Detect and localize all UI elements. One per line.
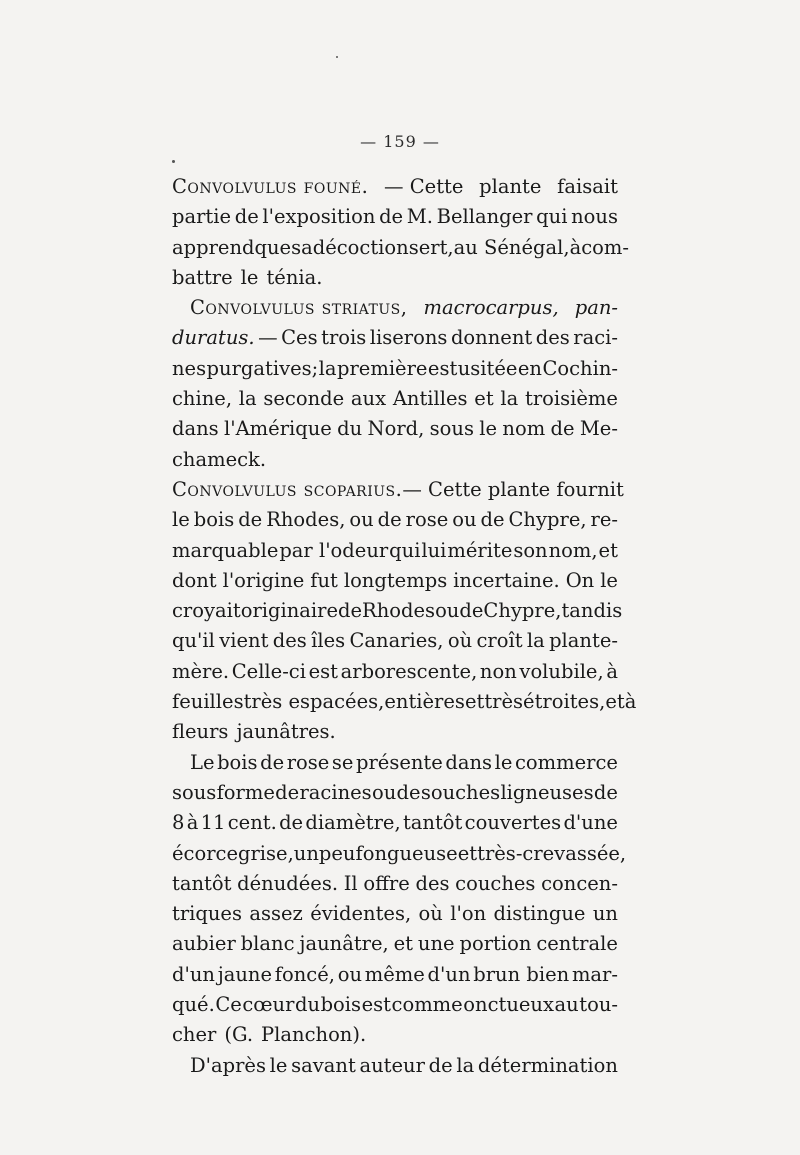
word: liserons: [369, 326, 448, 350]
word: bois: [320, 993, 362, 1017]
word: D'après: [190, 1053, 266, 1077]
word: se: [331, 750, 354, 774]
word: fleurs: [172, 720, 229, 744]
ink-speck: [336, 56, 338, 58]
word: très-crevassée,: [477, 841, 627, 865]
word: Me-: [579, 417, 618, 441]
word: aux: [350, 387, 387, 411]
word: l'Amérique: [224, 417, 332, 441]
word: apprend: [172, 235, 255, 259]
text-line: [172, 566, 618, 596]
word: diamètre,: [305, 811, 401, 835]
body-text: [172, 172, 637, 1081]
text-line: [172, 323, 618, 353]
word: 11: [200, 811, 226, 835]
word: seconde: [263, 387, 345, 411]
word: plante-: [549, 629, 618, 653]
word: ou: [435, 599, 460, 623]
word: onctueux: [463, 993, 554, 1017]
word: du: [337, 417, 363, 441]
word: qui: [389, 538, 421, 562]
word: de: [428, 1053, 453, 1077]
word: est: [427, 356, 458, 380]
word: lui: [421, 538, 447, 562]
word: dans: [172, 417, 219, 441]
word: troisième: [525, 387, 618, 411]
word: —: [258, 326, 278, 350]
word: à: [186, 811, 199, 835]
word: est: [361, 993, 391, 1017]
text-line: [172, 263, 618, 293]
text-line: [172, 808, 618, 838]
word: ou: [452, 508, 477, 532]
word: triques: [172, 902, 242, 926]
word: de: [238, 508, 263, 532]
word: jaunâtres.: [236, 720, 336, 744]
word: Chypre,: [483, 599, 562, 623]
word: en: [517, 356, 542, 380]
word: de: [234, 205, 259, 229]
text-line: [172, 384, 618, 414]
word: blanc: [240, 932, 295, 956]
word: son: [513, 538, 548, 562]
word: duratus.: [172, 326, 255, 350]
word: des: [272, 629, 307, 653]
text-line: [172, 596, 623, 626]
word: croyait: [172, 599, 241, 623]
word: sert,: [408, 235, 454, 259]
word: dénudées.: [237, 871, 339, 895]
word: même: [364, 962, 425, 986]
text-line: [172, 233, 629, 263]
word: de: [275, 780, 300, 804]
word: raci-: [573, 326, 618, 350]
word: Rhodes,: [266, 508, 346, 532]
word: ténia.: [266, 265, 323, 289]
word: le: [494, 750, 513, 774]
word: nom: [502, 417, 546, 441]
word: de: [279, 811, 304, 835]
text-line: [172, 748, 618, 778]
word: le: [269, 1053, 288, 1077]
word: forme: [216, 780, 275, 804]
word: de: [396, 780, 421, 804]
word: mar-: [571, 962, 618, 986]
word: — Cette: [384, 175, 464, 198]
word: racines: [299, 780, 372, 804]
word: de: [550, 417, 575, 441]
word: de: [260, 750, 285, 774]
word: volubile,: [519, 659, 604, 683]
word: ou: [349, 508, 374, 532]
word: dans: [445, 750, 493, 774]
word: offre: [363, 871, 410, 895]
word: longtemps: [343, 568, 448, 592]
word: sous: [429, 417, 474, 441]
word: étroites,: [523, 690, 606, 714]
word: com-: [581, 235, 629, 259]
word: Convolvulus scoparius.: [172, 477, 403, 501]
word: cher: [172, 1023, 217, 1047]
text-line: [172, 839, 627, 869]
word: et: [393, 932, 414, 956]
word: l'on: [450, 902, 487, 926]
word: macrocarpus,: [423, 296, 559, 320]
word: distingue: [493, 902, 586, 926]
word: de: [593, 780, 618, 804]
word: — Cette plante fournit: [402, 477, 624, 501]
word: jaune: [217, 962, 273, 986]
word: Cochin-: [542, 356, 618, 380]
word: Planchon).: [261, 1023, 367, 1047]
word: cœur: [242, 993, 295, 1017]
word: de: [379, 205, 404, 229]
word: d'un: [172, 962, 215, 986]
word: la: [238, 387, 257, 411]
word: sous: [172, 780, 217, 804]
word: bois: [217, 750, 258, 774]
word: rose: [286, 750, 330, 774]
text-line: [172, 657, 618, 687]
word: centrale: [536, 932, 618, 956]
text-line: [172, 1020, 618, 1050]
word: évidentes,: [310, 902, 412, 926]
word: des: [535, 326, 570, 350]
word: couvertes: [464, 811, 562, 835]
text-line: [172, 475, 624, 505]
word: d'une: [563, 811, 618, 835]
word: tantôt: [172, 871, 232, 895]
word: Canaries,: [349, 629, 444, 653]
word: mérite: [447, 538, 513, 562]
word: la: [456, 1053, 475, 1077]
word: non: [479, 659, 517, 683]
word: trois: [321, 326, 367, 350]
word: que: [254, 235, 292, 259]
word: nous: [571, 205, 618, 229]
word: l'origine: [222, 568, 305, 592]
word: chine,: [172, 387, 233, 411]
word: battre: [172, 265, 233, 289]
word: Ces: [281, 326, 318, 350]
text-line: [172, 414, 618, 444]
word: mère.: [172, 659, 230, 683]
word: partie: [172, 205, 232, 229]
word: usitée: [457, 356, 518, 380]
word: très: [484, 690, 524, 714]
word: au Sénégal,: [453, 235, 570, 259]
word: de: [338, 599, 363, 623]
text-line: [172, 929, 618, 959]
word: de: [480, 508, 505, 532]
word: jaunâtre,: [299, 932, 389, 956]
word: (G.: [224, 1023, 254, 1047]
word: où: [447, 629, 473, 653]
word: Convolvulus striatus,: [190, 296, 408, 320]
word: à: [624, 690, 637, 714]
word: rose: [405, 508, 449, 532]
word: plante: [479, 175, 542, 198]
word: tandis: [561, 599, 623, 623]
word: savant: [291, 1053, 356, 1077]
word: à: [606, 659, 618, 683]
word: chameck.: [172, 447, 267, 471]
word: qu'il: [172, 629, 215, 653]
word: où: [418, 902, 443, 926]
text-line: [172, 778, 618, 808]
text-line: [172, 626, 618, 656]
word: couches: [455, 871, 536, 895]
word: à: [569, 235, 582, 259]
word: la: [318, 356, 337, 380]
word: On: [565, 568, 595, 592]
word: Celle-ci: [231, 659, 306, 683]
word: nes: [172, 356, 207, 380]
word: par l'odeur: [279, 538, 389, 562]
word: et: [457, 841, 478, 865]
word: incertaine.: [453, 568, 560, 592]
word: tou-: [579, 993, 618, 1017]
text-line: [172, 960, 618, 990]
word: l'exposition: [262, 205, 376, 229]
word: et: [474, 387, 494, 411]
word: commerce: [514, 750, 618, 774]
word: Le: [190, 750, 215, 774]
word: fongueuse: [355, 841, 458, 865]
word: M.: [406, 205, 433, 229]
word: entières: [384, 690, 465, 714]
word: le: [479, 417, 498, 441]
word: le: [600, 568, 618, 592]
word: de: [377, 508, 402, 532]
word: un: [592, 902, 618, 926]
word: le: [172, 508, 190, 532]
word: arborescente,: [340, 659, 478, 683]
word: vient: [219, 629, 269, 653]
word: Ce: [215, 993, 242, 1017]
word: comme: [391, 993, 463, 1017]
word: Convolvulus founé.: [172, 175, 369, 198]
word: cent.: [227, 811, 277, 835]
word: Il: [343, 871, 358, 895]
word: bois: [193, 508, 235, 532]
word: est: [308, 659, 338, 683]
word: le: [240, 265, 259, 289]
word: un: [293, 841, 319, 865]
word: feuilles: [172, 690, 244, 714]
word: auteur: [359, 1053, 425, 1077]
text-line: [172, 536, 618, 566]
word: ou: [337, 962, 363, 986]
word: donnent: [450, 326, 533, 350]
text-line: [172, 445, 618, 475]
word: dont: [172, 568, 217, 592]
word: purgatives;: [206, 356, 319, 380]
word: foncé,: [274, 962, 335, 986]
word: qué.: [172, 993, 215, 1017]
text-line: [172, 990, 618, 1020]
word: peu: [318, 841, 356, 865]
page-number: — 159 —: [360, 132, 440, 151]
text-line: [172, 717, 618, 747]
word: Nord,: [367, 417, 425, 441]
word: faisait: [557, 175, 618, 198]
word: très espacées,: [243, 690, 385, 714]
word: première: [336, 356, 428, 380]
word: Bellanger: [436, 205, 533, 229]
word: la: [526, 629, 545, 653]
word: îles: [311, 629, 346, 653]
word: brun bien: [473, 962, 570, 986]
word: présente: [355, 750, 443, 774]
word: décoction: [312, 235, 409, 259]
word: grise,: [237, 841, 294, 865]
word: ou: [371, 780, 397, 804]
text-line: [172, 687, 637, 717]
word: la: [500, 387, 519, 411]
word: écorce: [172, 841, 238, 865]
word: au: [554, 993, 579, 1017]
word: du: [294, 993, 321, 1017]
word: aubier: [172, 932, 236, 956]
word: qui: [536, 205, 568, 229]
word: une: [417, 932, 455, 956]
word: marquable: [172, 538, 279, 562]
word: tantôt: [402, 811, 463, 835]
word: des: [415, 871, 450, 895]
word: et: [464, 690, 485, 714]
word: assez: [249, 902, 303, 926]
text-line: [172, 172, 618, 202]
text-line: [172, 1051, 618, 1081]
ink-speck: [172, 160, 175, 163]
word: et: [605, 690, 625, 714]
word: nom,: [548, 538, 598, 562]
word: portion: [459, 932, 532, 956]
word: pan-: [574, 296, 618, 320]
word: de: [459, 599, 484, 623]
word: d'un: [427, 962, 471, 986]
text-line: [172, 869, 618, 899]
word: fut: [310, 568, 338, 592]
word: Chypre,: [508, 508, 587, 532]
word: re-: [590, 508, 618, 532]
text-line: [172, 293, 618, 323]
text-line: [172, 354, 618, 384]
word: et: [598, 538, 618, 562]
word: ligneuses: [500, 780, 594, 804]
word: détermination: [477, 1053, 618, 1077]
word: Antilles: [392, 387, 468, 411]
word: sa: [291, 235, 313, 259]
text-line: [172, 899, 618, 929]
text-line: [172, 202, 618, 232]
word: croît: [476, 629, 523, 653]
word: souches: [420, 780, 501, 804]
word: concen-: [541, 871, 618, 895]
text-line: [172, 505, 618, 535]
word: Rhodes: [362, 599, 436, 623]
word: originaire: [240, 599, 339, 623]
word: 8: [172, 811, 185, 835]
